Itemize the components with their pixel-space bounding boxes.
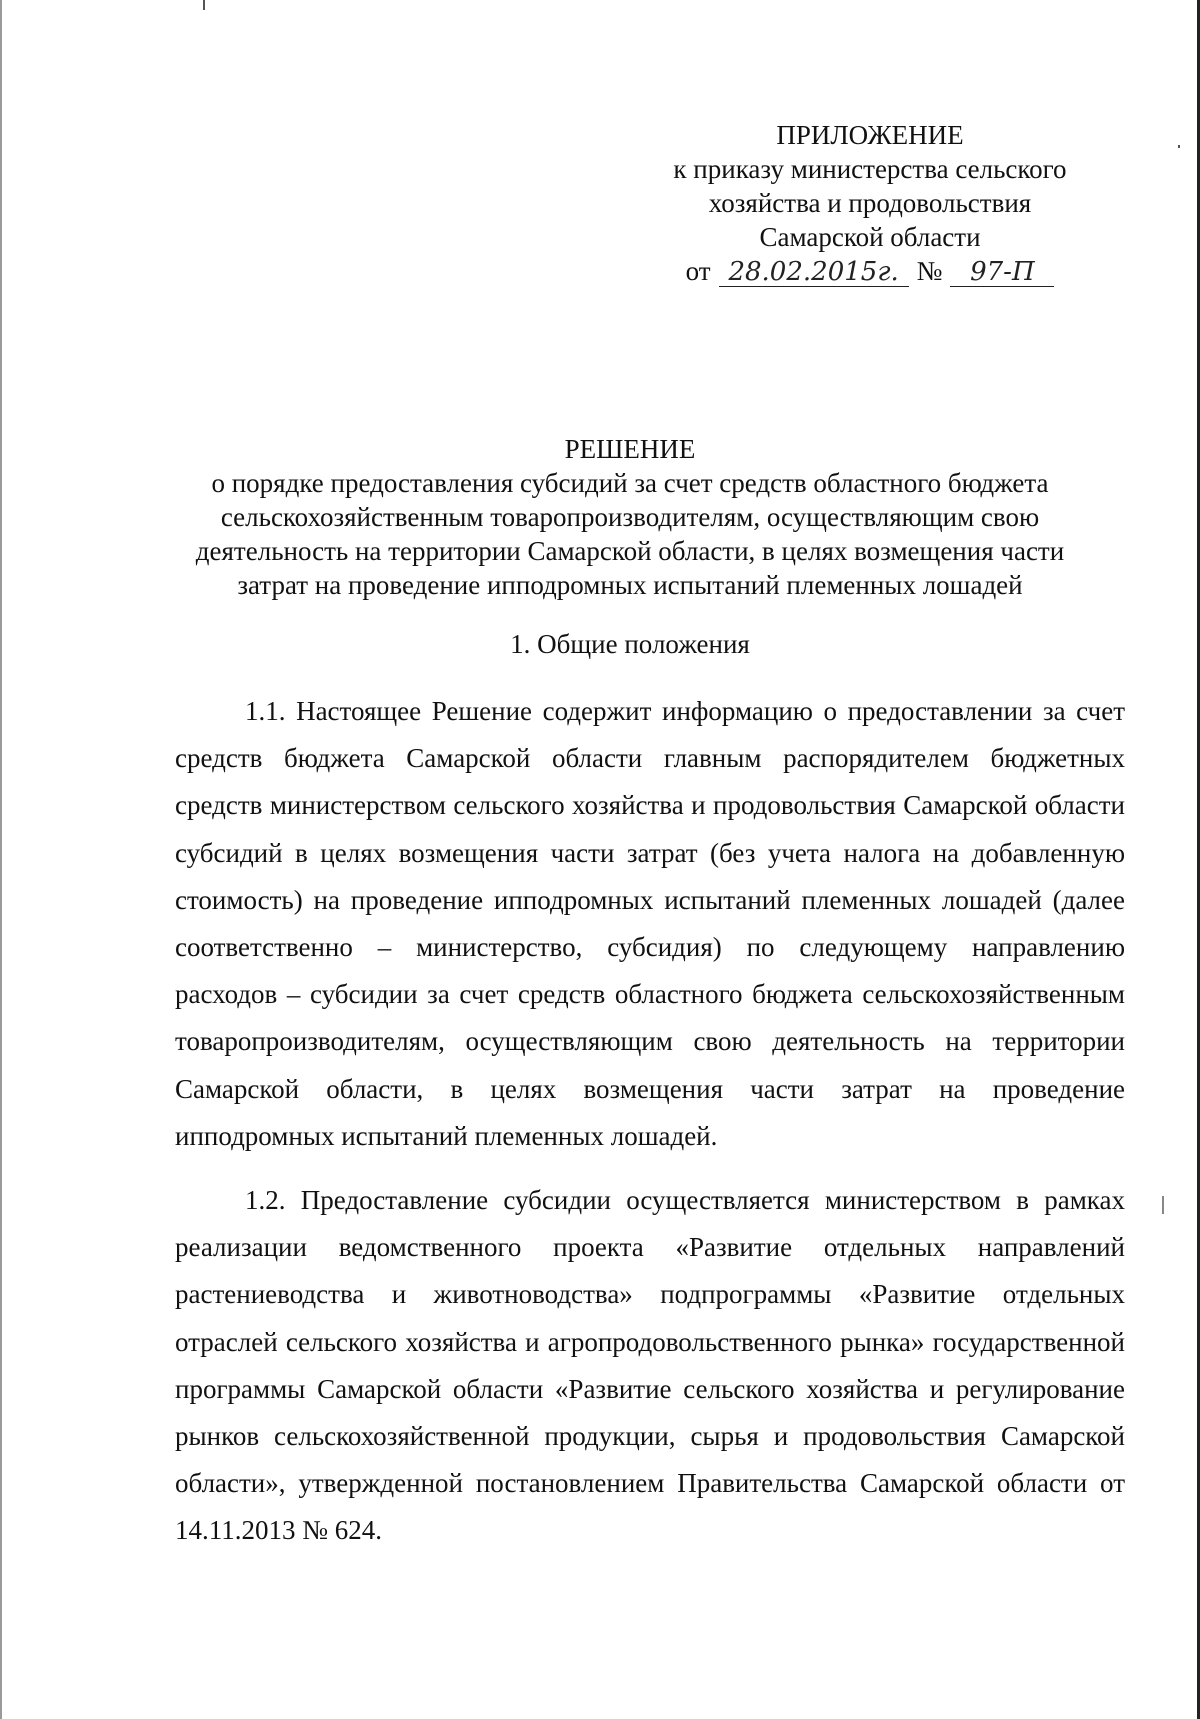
title-subtitle-line: сельскохозяйственным товаропроизводителям, осуществляющим свою (220, 502, 1040, 532)
appendix-line: хозяйства и продовольствия (708, 188, 1032, 218)
from-label: от (685, 256, 711, 286)
scan-speck (203, 0, 205, 10)
title-subtitle-line: о порядке предоставления субсидий за счет средств областного бюджета (211, 468, 1049, 498)
document-title (180, 432, 1080, 602)
appendix-line: Самарской области (759, 222, 981, 252)
title-subtitle-line: затрат на проведение ипподромных испытаний племенных лошадей (237, 570, 1023, 600)
scan-speck (1178, 145, 1180, 148)
appendix-block (640, 118, 1100, 288)
section-heading: 1. Общие положения (510, 629, 750, 659)
scan-speck (1162, 1196, 1164, 1214)
title-heading: РЕШЕНИЕ (564, 434, 696, 464)
paragraph-text: 1.2. Предоставление субсидии осуществляется министерством в рамках реализации ведомственного проекта «Развитие отдельных направлений растениеводства и животноводства» подпрограммы «Развитие отдельных отраслей сельского хозяйства и агропродовольственного рынка» государственной программы Самарской области «Развитие сельского хозяйства и регулирование рынков сельскохозяйственной продукции, сырья и продовольствия Самарской области», утвержденной постановлением Правительства Самарской области от 14.11.2013 № 624. (175, 1185, 1125, 1546)
order-reference (640, 254, 1100, 288)
paragraph-1-2 (175, 1177, 1125, 1555)
scan-edge-left (0, 0, 2, 1719)
title-subtitle-line: деятельность на территории Самарской области, в целях возмещения части (195, 536, 1065, 566)
paragraph-text: 1.1. Настоящее Решение содержит информацию о предоставлении за счет средств бюджета Самарской области главным распорядителем бюджетных средств министерством сельского хозяйства и продовольствия Самарской области субсидий в целях возмещения части затрат (без учета налога на добавленную стоимость) на проведение ипподромных испытаний племенных лошадей (далее соответственно – министерство, субсидия) по следующему направлению расходов – субсидии за счет средств областного бюджета сельскохозяйственным товаропроизводителям, осуществляющим свою деятельность на территории Самарской области, в целях возмещения части затрат на проведение ипподромных испытаний племенных лошадей. (175, 696, 1125, 1151)
handwritten-date: 28.02.2015г. (719, 258, 909, 287)
handwritten-number: 97-П (950, 258, 1054, 287)
appendix-line: к приказу министерства сельского (673, 154, 1067, 184)
appendix-heading: ПРИЛОЖЕНИЕ (776, 120, 964, 150)
number-label: № (916, 256, 943, 286)
paragraph-1-1 (175, 688, 1125, 1160)
